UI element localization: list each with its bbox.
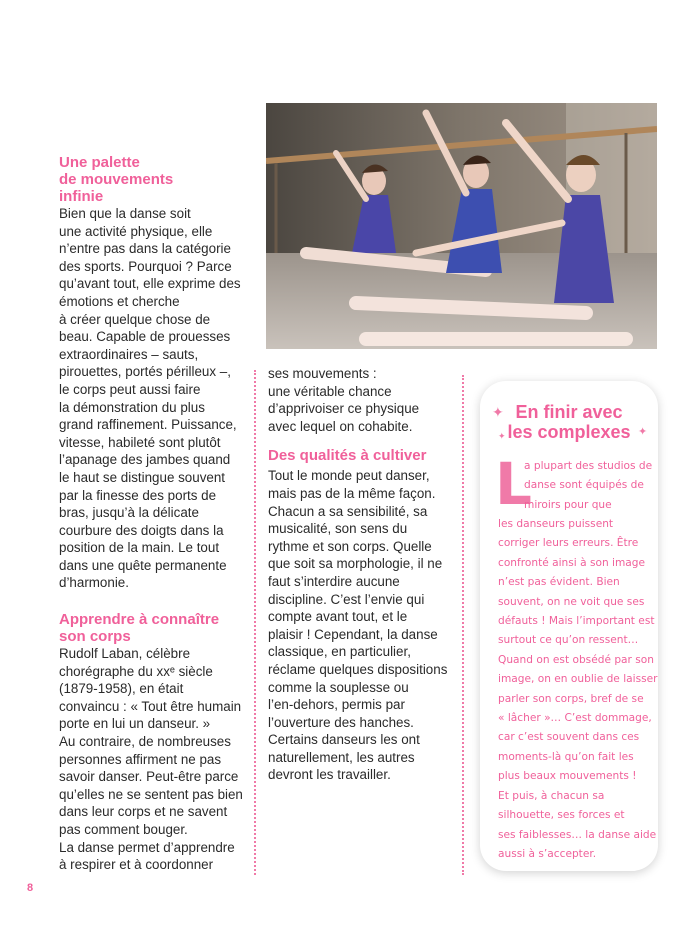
text-line: ses mouvements :: [268, 366, 377, 381]
paragraph-apprendre: [59, 645, 249, 874]
text-line: l’en-dehors, permis par: [268, 697, 405, 713]
text-line: musicalité, son sens du: [268, 521, 408, 537]
text-line: rythme et son corps. Quelle: [268, 538, 432, 554]
sparkle-icon: ✦: [498, 431, 506, 441]
text-line: beau. Capable de prouesses: [59, 329, 231, 345]
text-line: la démonstration du plus: [59, 399, 205, 415]
text-line: Certains danseurs les ont: [268, 732, 420, 748]
text-line: émotions et cherche: [59, 293, 180, 309]
text-line: car c’est souvent dans ces: [498, 731, 640, 744]
text-line: Rudolf Laban, célèbre: [59, 646, 191, 662]
text-line: Quand on est obsédé par son: [498, 653, 654, 666]
text-line: parler son corps, bref de se: [498, 692, 644, 705]
text-line: Et puis, à chacun sa: [498, 789, 605, 802]
sidebar-title-line: En finir avec: [515, 402, 623, 422]
text-line: souvent, on ne voit que ses: [498, 595, 645, 608]
text-line: moments-là qu’on fait les: [498, 750, 634, 763]
sidebar-text: [498, 515, 658, 864]
text-line: personnes affirment ne pas: [59, 751, 222, 767]
text-line: position de la main. Le tout: [59, 540, 220, 556]
text-line: courbure des doigts dans la: [59, 522, 224, 538]
sidebar-box: [480, 381, 658, 871]
text-line: plaisir ! Cependant, la danse: [268, 626, 438, 642]
text-line: l’apanage des jambes quand: [59, 452, 231, 468]
page-number: 8: [27, 882, 34, 894]
text-line: bras, jusqu’à la délicate: [59, 505, 199, 521]
text-line: image, on en oublie de laisser: [498, 673, 658, 686]
column-divider: [254, 370, 256, 875]
text-line: Tout le monde peut danser,: [268, 468, 430, 484]
text-line: a plupart des studios de: [524, 460, 653, 472]
text-line: qu’avant tout, elle exprime des: [59, 276, 241, 292]
text-line: ses faiblesses… la danse aide: [498, 828, 657, 841]
text-line: pas comment bouger.: [59, 822, 188, 837]
text-line: n’entre pas dans la catégorie: [59, 241, 231, 257]
text-line: porte en lui un danseur. »: [59, 716, 211, 732]
sparkle-icon: ✦: [638, 426, 648, 438]
heading-apprendre: [59, 611, 249, 645]
text-line: Bien que la danse soit: [59, 206, 191, 221]
heading-line: de mouvements: [59, 171, 174, 188]
text-line: l’ouverture des hanches.: [268, 714, 414, 730]
text-line: les danseurs puissent: [498, 518, 614, 530]
text-line: le corps peut aussi faire: [59, 381, 201, 397]
text-line: grand raffinement. Puissance,: [59, 417, 237, 433]
paragraph-continuation: [268, 365, 438, 435]
text-line: une activité physique, elle: [59, 223, 213, 239]
text-line: qu’elles ne se sentent pas bien: [59, 786, 243, 802]
text-line: Au contraire, de nombreuses: [59, 734, 231, 750]
heading-line: son corps: [59, 628, 131, 646]
text-line: faut s’interdire aucune: [268, 573, 400, 589]
text-line: vitesse, habileté sont plutôt: [59, 434, 221, 450]
text-line: convaincu : « Tout être humain: [59, 698, 242, 714]
column-divider: [462, 375, 464, 875]
text-line: surtout ce qu’on ressent…: [498, 634, 639, 647]
text-line: pirouettes, portés périlleux –,: [59, 364, 231, 380]
text-line: « lâcher »… C’est dommage,: [498, 712, 652, 725]
text-line: discipline. C’est l’envie qui: [268, 591, 425, 607]
text-line: La danse permet d’apprendre: [59, 839, 235, 855]
sidebar-lead-lines: [524, 457, 652, 515]
text-line: le haut se distingue souvent: [59, 469, 226, 485]
sidebar-title-line: les complexes: [507, 422, 631, 442]
text-line: confronté ainsi à son image: [498, 556, 646, 569]
text-line: corriger leurs erreurs. Être: [498, 537, 639, 550]
text-line: (1879-1958), en était: [59, 681, 184, 697]
text-line: compte avant tout, et le: [268, 609, 408, 625]
paragraph-palette: [59, 205, 249, 592]
text-line: d’harmonie.: [59, 575, 129, 591]
text-line: n’est pas évident. Bien: [498, 576, 620, 589]
text-line: miroirs pour que: [524, 498, 612, 511]
text-line: dans une quête permanente: [59, 557, 227, 573]
text-line: que soit sa morphologie, il ne: [268, 556, 443, 572]
heading-palette: [59, 154, 249, 205]
text-line: mais pas de la même façon.: [268, 485, 436, 501]
drop-cap: L: [495, 450, 532, 518]
text-line: comme la souplesse ou: [268, 679, 409, 695]
column-middle: [268, 365, 448, 784]
heading-line: Une palette: [59, 154, 140, 171]
column-left: [59, 154, 249, 874]
text-line: plus beaux mouvements !: [498, 770, 637, 783]
text-line: savoir danser. Peut-être parce: [59, 769, 239, 785]
text-line: danse sont équipés de: [524, 479, 644, 492]
text-line: silhouette, ses forces et: [498, 809, 625, 822]
text-line: défauts ! Mais l’important est: [498, 615, 655, 628]
text-line: dans leur corps et ne savent: [59, 804, 228, 820]
heading-line: infinie: [59, 188, 104, 205]
text-line: chorégraphe du xxᵉ siècle: [59, 663, 213, 679]
text-line: avec lequel on cohabite.: [268, 418, 413, 434]
text-line: aussi à s’accepter.: [498, 847, 597, 860]
text-line: réclame quelques dispositions: [268, 661, 448, 677]
heading-line: Apprendre à connaître: [59, 611, 220, 629]
text-line: classique, en particulier,: [268, 644, 411, 660]
text-line: naturellement, les autres: [268, 749, 415, 765]
heading-qualites: Des qualités à cultiver: [268, 447, 427, 465]
text-line: devront les travailler.: [268, 767, 391, 783]
sparkle-icon: ✦: [492, 404, 504, 420]
text-line: Chacun a sa sensibilité, sa: [268, 503, 428, 519]
sidebar-title: [480, 402, 658, 442]
text-line: extraordinaires – sauts,: [59, 346, 199, 362]
text-line: des sports. Pourquoi ? Parce: [59, 258, 232, 274]
text-line: une véritable chance: [268, 383, 392, 399]
paragraph-qualites: [268, 467, 448, 784]
text-line: d’apprivoiser ce physique: [268, 401, 420, 417]
ballet-photo: [266, 103, 657, 349]
text-line: à créer quelque chose de: [59, 311, 211, 327]
text-line: à respirer et à coordonner: [59, 857, 214, 873]
text-line: par la finesse des ports de: [59, 487, 217, 503]
